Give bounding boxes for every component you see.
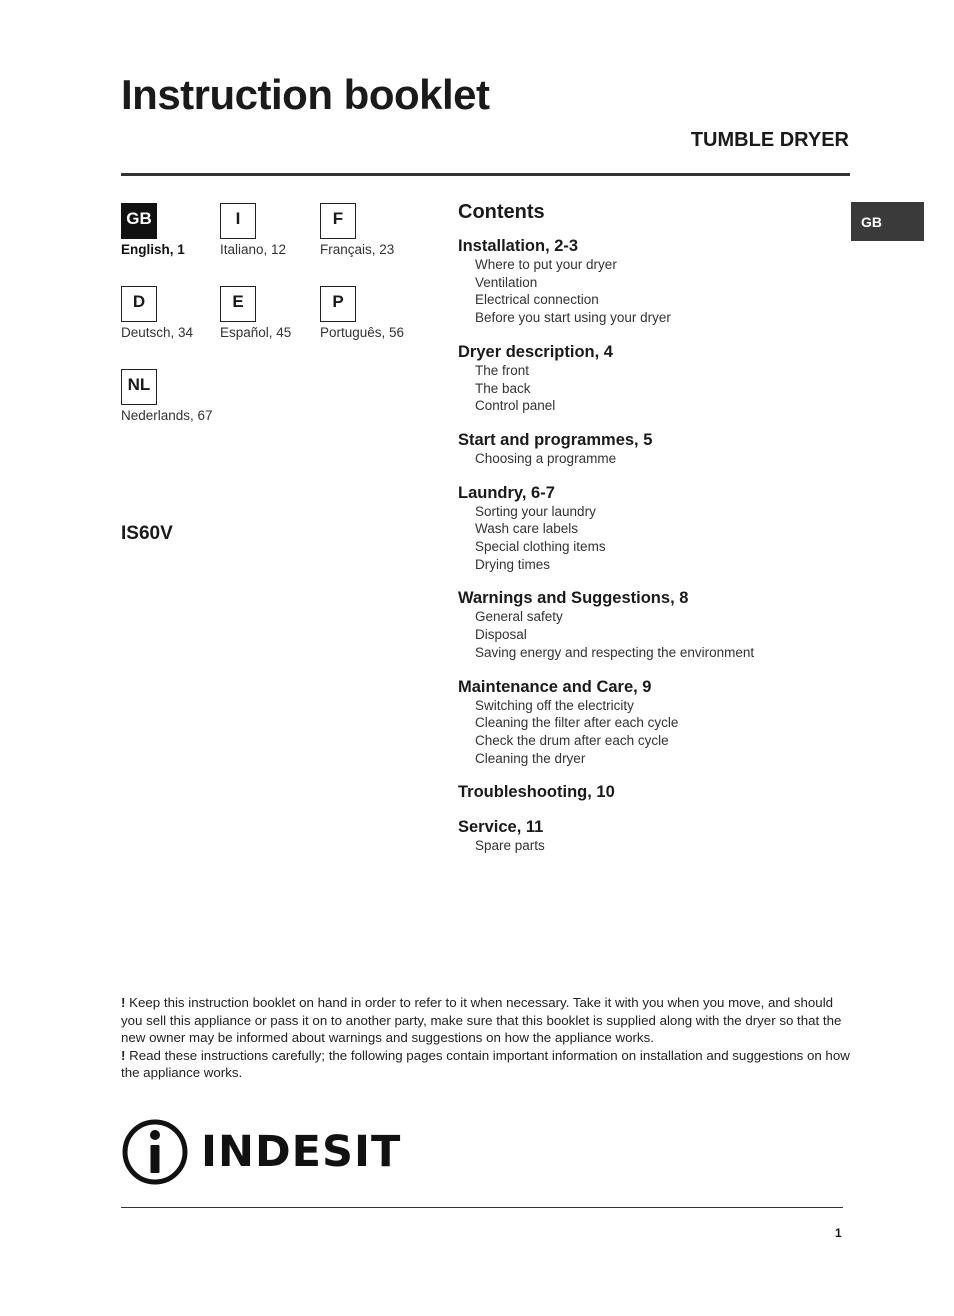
note-text: Keep this instruction booklet on hand in order to refer to it when necessary. Take it with you when you move, and should you sell this appliance or pass it on to another party, make sure that this booklet is supplied along with the dryer so that the new owner may be informed about warnings and suggestions on how the appliance works.	[121, 995, 842, 1045]
language-p[interactable]	[320, 286, 404, 340]
language-label: Français, 23	[320, 242, 395, 257]
section-item: Sorting your laundry	[475, 503, 596, 519]
indesit-logo-icon	[121, 1118, 189, 1186]
section-title[interactable]: Dryer description, 4	[458, 342, 613, 361]
contents-section-dryer-description	[458, 342, 848, 415]
section-item: The back	[475, 380, 531, 396]
footer-divider	[121, 1207, 843, 1208]
section-item: Where to put your dryer	[475, 257, 617, 272]
contents-section-installation	[458, 236, 848, 327]
language-code: D	[121, 286, 157, 322]
language-d[interactable]	[121, 286, 193, 340]
section-title[interactable]: Troubleshooting, 10	[458, 783, 615, 802]
section-item: General safety	[475, 609, 563, 625]
language-code: I	[220, 203, 256, 239]
language-f[interactable]	[320, 203, 394, 257]
language-code: GB	[121, 203, 157, 239]
section-item: Control panel	[475, 398, 556, 414]
warning-mark: !	[121, 995, 126, 1010]
language-code: E	[220, 286, 256, 322]
section-item: Saving energy and respecting the environment	[475, 644, 755, 660]
section-title[interactable]: Maintenance and Care, 9	[458, 677, 652, 696]
page-number: 1	[835, 1226, 842, 1240]
language-label: Italiano, 12	[220, 242, 287, 257]
table-of-contents	[458, 200, 848, 870]
section-title[interactable]: Start and programmes, 5	[458, 430, 653, 449]
language-label: Deutsch, 34	[121, 325, 194, 340]
page-title: Instruction booklet	[121, 71, 490, 118]
note-read-instructions	[121, 1047, 851, 1082]
section-item: Switching off the electricity	[475, 697, 634, 713]
language-i[interactable]	[220, 203, 286, 257]
language-gb[interactable]	[121, 203, 185, 257]
contents-section-maintenance	[458, 677, 848, 768]
language-code: F	[320, 203, 356, 239]
language-nl[interactable]	[121, 369, 213, 423]
contents-section-troubleshooting	[458, 782, 848, 802]
language-label: Español, 45	[220, 325, 292, 340]
section-item: Spare parts	[475, 838, 545, 854]
language-label: Nederlands, 67	[121, 408, 213, 423]
contents-section-laundry	[458, 483, 848, 574]
note-text: Read these instructions carefully; the following pages contain important information on installation and suggestions on how the appliance works.	[121, 1047, 850, 1080]
header-divider	[121, 173, 850, 176]
contents-section-start-programmes	[458, 430, 848, 468]
section-item: Cleaning the dryer	[475, 750, 586, 766]
section-item: The front	[475, 362, 530, 378]
contents-heading: Contents	[458, 201, 545, 223]
section-item: Electrical connection	[475, 292, 599, 308]
section-item: Drying times	[475, 556, 551, 572]
language-code: NL	[121, 369, 157, 405]
section-item: Disposal	[475, 627, 527, 643]
section-item: Choosing a programme	[475, 450, 617, 466]
booklet-notes	[121, 994, 851, 1082]
warning-mark: !	[121, 1047, 126, 1063]
language-label: Português, 56	[320, 325, 405, 340]
language-e[interactable]	[220, 286, 291, 340]
language-label: English, 1	[121, 242, 185, 257]
product-type: TUMBLE DRYER	[690, 129, 849, 151]
section-title[interactable]: Laundry, 6-7	[458, 483, 555, 502]
brand-name: INDESIT	[201, 1127, 402, 1177]
section-item: Wash care labels	[475, 521, 579, 537]
language-side-tab: GB	[851, 202, 924, 241]
note-keep-booklet	[121, 994, 851, 1047]
section-title[interactable]: Warnings and Suggestions, 8	[458, 589, 689, 608]
section-item: Cleaning the filter after each cycle	[475, 715, 679, 731]
section-item: Check the drum after each cycle	[475, 732, 669, 748]
section-item: Special clothing items	[475, 539, 606, 555]
section-title[interactable]: Service, 11	[458, 818, 544, 837]
model-number: IS60V	[121, 523, 173, 544]
brand-logo	[121, 1118, 401, 1186]
section-title[interactable]: Installation, 2-3	[458, 237, 579, 255]
section-item: Before you start using your dryer	[475, 310, 671, 326]
language-code: P	[320, 286, 356, 322]
section-item: Ventilation	[475, 274, 538, 290]
contents-section-service	[458, 817, 848, 855]
contents-section-warnings	[458, 588, 848, 661]
